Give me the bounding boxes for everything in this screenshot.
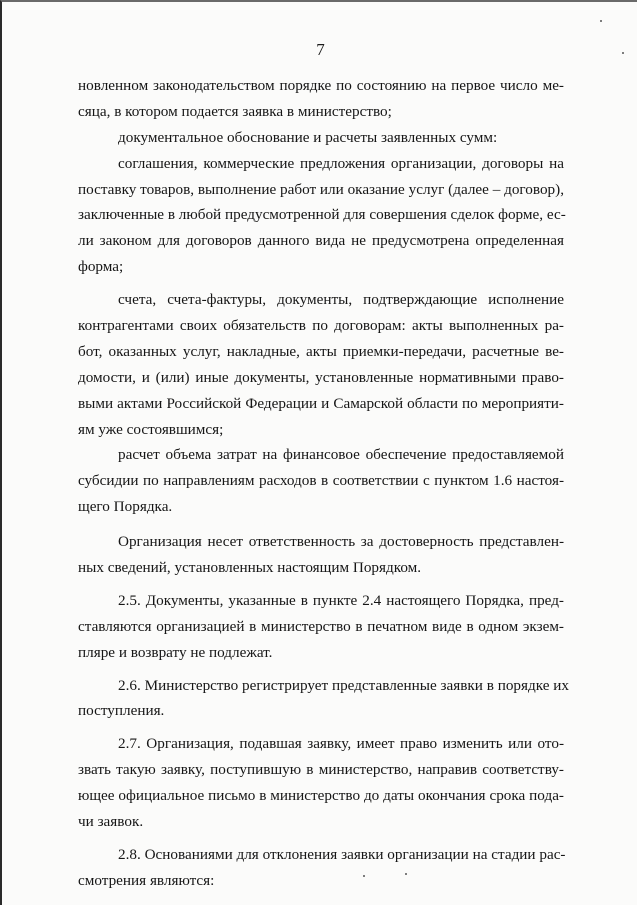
text-line: ям уже состоявшимся; — [78, 420, 224, 438]
text-line: новленном законодательством порядке по состоянию на первое число ме- — [78, 77, 564, 94]
text-line: пляре и возврату не подлежат. — [78, 643, 273, 661]
text-line: домости, и (или) иные документы, установленные нормативными право- — [78, 368, 564, 386]
text-line: бот, оказанных услуг, накладные, акты приемки-передачи, расчетные ве- — [78, 342, 564, 360]
text-line: контрагентами своих обязательств по договорам: акты выполненных ра- — [78, 317, 564, 335]
text-line: 2.7. Организация, подавшая заявку, имеет право изменить или ото- — [118, 735, 564, 753]
text-line: заключенные в любой предусмотренной для совершения сделок форме, ес- — [78, 206, 566, 224]
text-line: субсидии по направлениям расходов в соответствии с пунктом 1.6 настоя- — [78, 472, 564, 490]
text-line: 2.8. Основаниями для отклонения заявки организации на стадии рас- — [118, 845, 566, 863]
text-line: документальное обоснование и расчеты заявленных сумм: — [118, 128, 498, 146]
text-line: 2.5. Документы, указанные в пункте 2.4 настоящего Порядка, пред- — [118, 591, 564, 609]
scan-speck — [622, 52, 624, 54]
text-line: выми актами Российской Федерации и Самарской области по мероприяти- — [78, 394, 564, 412]
scan-speck — [600, 20, 602, 22]
page-number: 7 — [316, 40, 325, 59]
text-line: форма; — [78, 258, 124, 276]
scan-speck — [405, 873, 407, 875]
text-line: Организация несет ответственность за достоверность представлен- — [118, 533, 564, 551]
text-line: 2.6. Министерство регистрирует представленные заявки в порядке их — [118, 676, 569, 694]
text-line: чи заявок. — [78, 813, 144, 831]
text-line: ли законом для договоров данного вида не предусмотрена определенная — [78, 232, 564, 250]
text-line: смотрения являются: — [78, 871, 215, 889]
scan-speck — [363, 875, 365, 877]
text-line: поступления. — [78, 702, 165, 720]
text-line: ставляются организацией в министерство в печатном виде в одном экзем- — [78, 617, 564, 635]
text-line: расчет объема затрат на финансовое обеспечение предоставляемой — [118, 446, 564, 464]
text-line: сяца, в котором подается заявка в министерство; — [78, 102, 392, 120]
text-line: звать такую заявку, поступившую в министерство, направив соответству- — [78, 761, 564, 779]
text-line: поставку товаров, выполнение работ или оказание услуг (далее – договор), — [78, 180, 564, 198]
text-line: щего Порядка. — [78, 498, 173, 516]
text-line: ющее официальное письмо в министерство до даты окончания срока пода- — [78, 787, 564, 805]
document-body — [78, 73, 569, 894]
text-line: счета, счета-фактуры, документы, подтверждающие исполнение — [118, 291, 564, 309]
text-line: соглашения, коммерческие предложения организации, договоры на — [118, 154, 564, 172]
text-line: ных сведений, установленных настоящим Порядком. — [78, 559, 422, 577]
